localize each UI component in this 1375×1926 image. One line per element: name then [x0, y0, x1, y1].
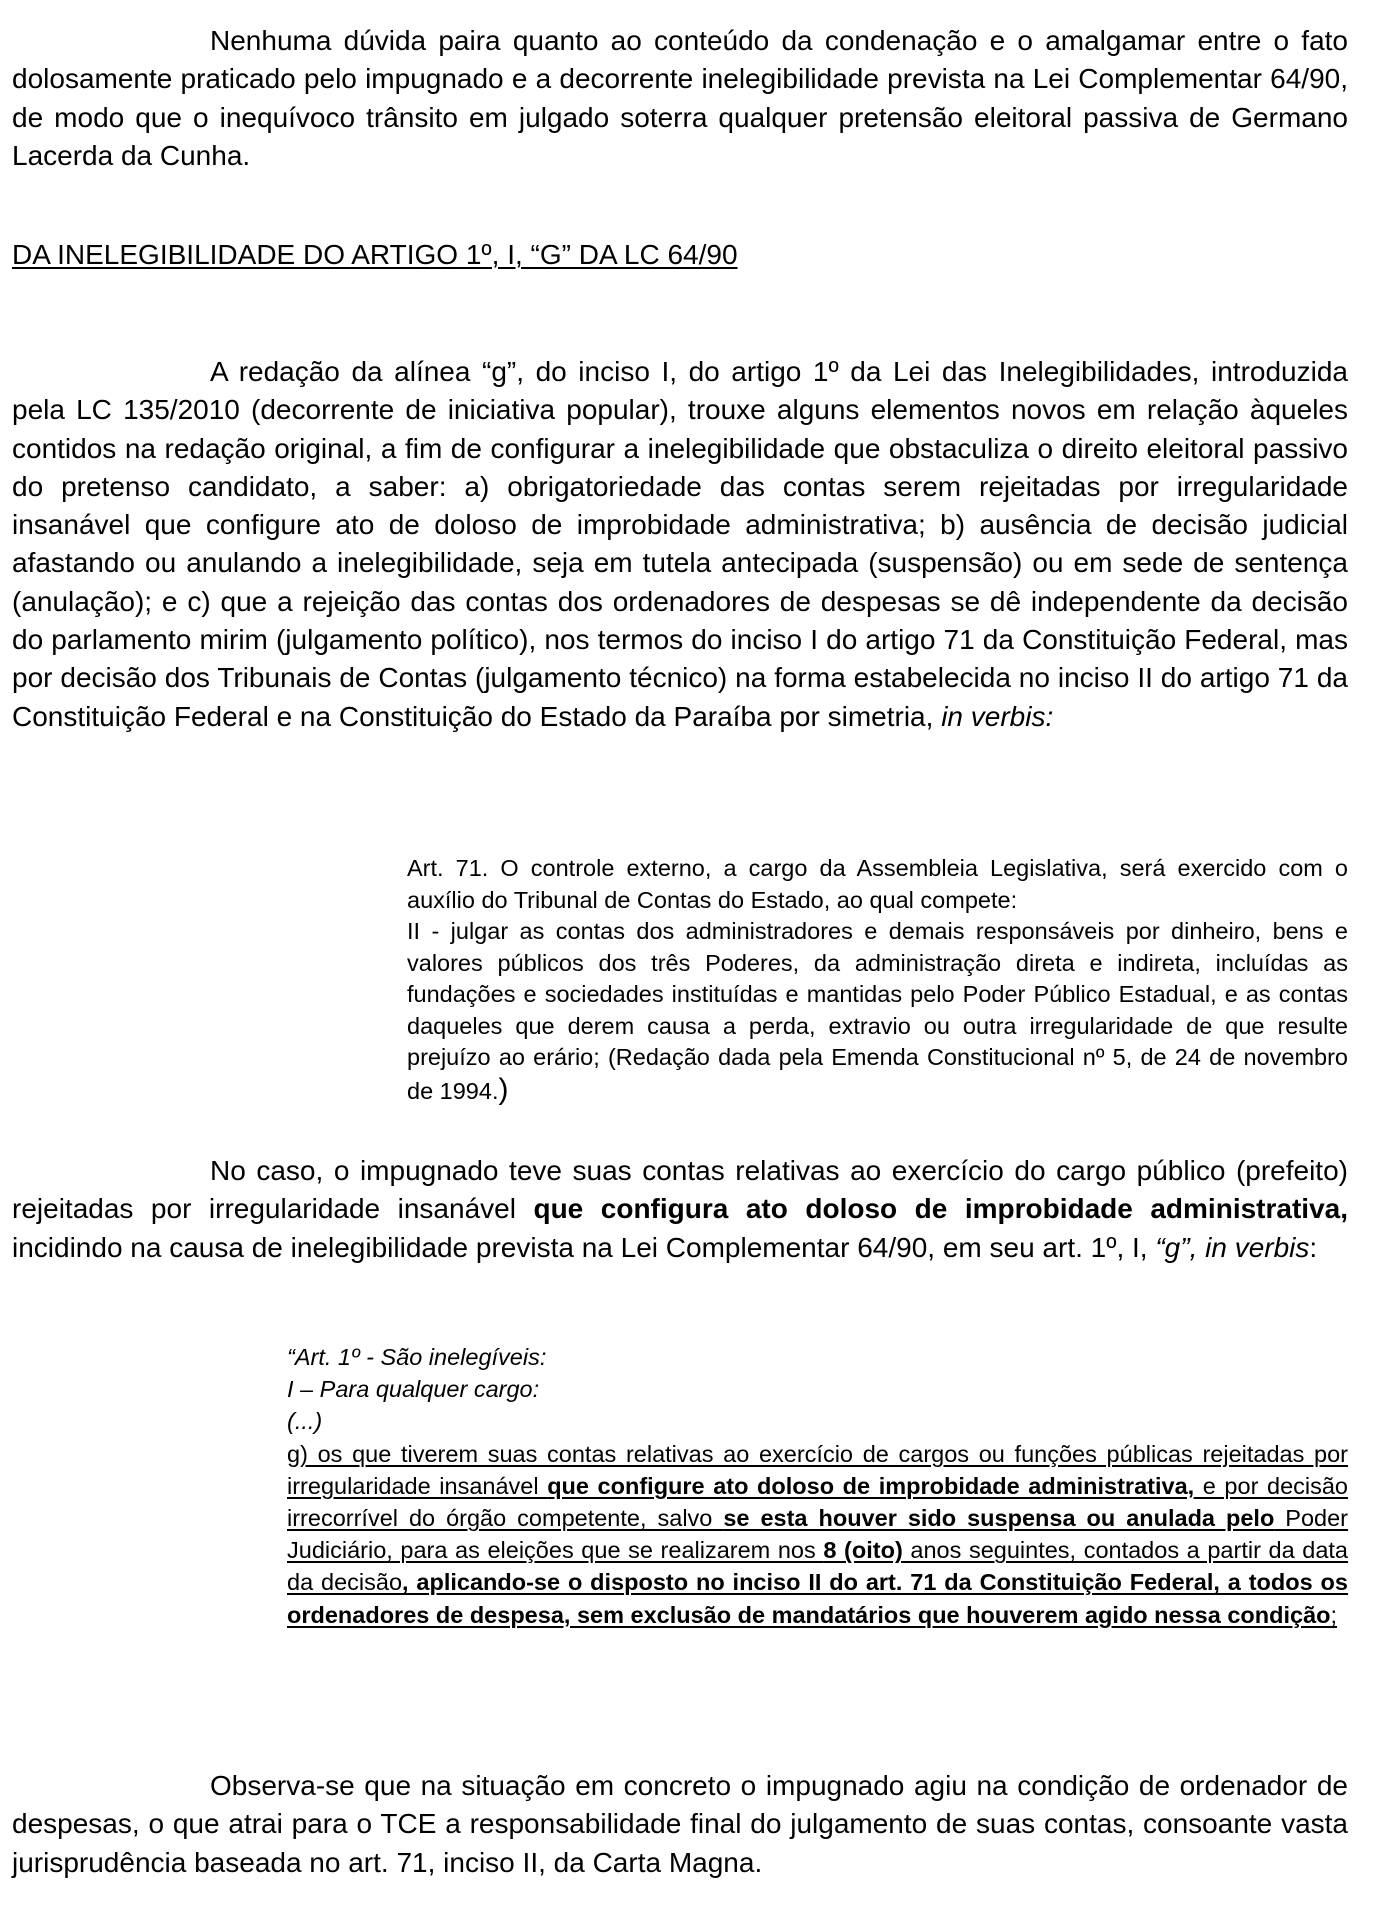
quote-inciso-text: II - julgar as contas dos administradores e demais responsáveis por dinheiro, bens e valores públicos dos três Poderes, da administração direta e indireta, incluídas as fundações e sociedades instituídas e mantidas pelo Poder Público Estadual, e as contas daqueles que derem causa a perda, extravio ou outra irregularidade de que resulte prejuízo ao erário; (Redação dada pela Emenda Constitucional nº 5, de 24 de novembro de 1994.	[407, 918, 1348, 1104]
paragraph-text: :	[1309, 1231, 1318, 1263]
quote-art-1-caput: “Art. 1º - São inelegíveis:	[287, 1344, 547, 1370]
bold-emphasis: que configura ato doloso de improbidade administrativa,	[533, 1193, 1348, 1225]
alinea-bold: que configure ato doloso de improbidade administrativa,	[547, 1472, 1195, 1499]
paragraph-no-caso	[12, 1152, 1348, 1267]
paragraph-text: A redação da alínea “g”, do inciso I, do artigo 1º da Lei das Inelegibilidades, introduzida pela LC 135/2010 (decorrente de iniciativa popular), trouxe alguns elementos novos em relação àqueles contidos na redação original, a fim de configurar a inelegibilidade que obstaculiza o direito eleitoral passivo do pretenso candidato, a saber: a) obrigatoriedade das contas serem rejeitadas por irregularidade insanável que configure ato de doloso de improbidade administrativa; b) ausência de decisão judicial afastando ou anulando a inelegibilidade, seja em tutela antecipada (suspensão) ou em sede de sentença (anulação); e c) que a rejeição das contas dos ordenadores de despesas se dê independente da decisão do parlamento mirim (julgamento político), nos termos do inciso I do artigo 71 da Constituição Federal, mas por decisão dos Tribunais de Contas (julgamento técnico) na forma estabelecida no inciso II do artigo 71 da Constituição Federal e na Constituição do Estado da Paraíba por simetria,	[12, 356, 1348, 732]
closing-paren: )	[498, 1072, 509, 1106]
quote-alinea-g	[287, 1438, 1348, 1631]
paragraph-observa-se: Observa-se que na situação em concreto o impugnado agiu na condição de ordenador de despesas, o que atrai para o TCE a responsabilidade final do julgamento de suas contas, consoante vasta jurisprudência baseada no art. 71, inciso II, da Carta Magna.	[12, 1770, 1348, 1878]
alinea-text: g) os que tiverem suas contas relativas ao exercício de cargos ou funções públicas rejeitadas por irregularidade insanável	[287, 1440, 1348, 1499]
alinea-text: anos seguintes, contados a partir da data da decisão	[287, 1537, 1349, 1596]
alinea-text: Poder Judiciário, para as eleições que se realizarem nos	[287, 1505, 1349, 1564]
quote-inciso-i: I – Para qualquer cargo:	[287, 1376, 540, 1403]
section-heading: DA INELEGIBILIDADE DO ARTIGO 1º, I, “G” DA LC 64/90	[12, 239, 738, 270]
alinea-text: e por decisão irrecorrível do órgão competente, salvo	[287, 1472, 1348, 1532]
italic-citation: “g”, in verbis	[1155, 1231, 1310, 1263]
in-verbis-label: in verbis:	[941, 700, 1054, 732]
alinea-bold: , aplicando-se o disposto no inciso II do art. 71 da Constituição Federal, a todos os ordenadores de despesa, sem exclusão de mandatários que houverem agido nessa condição	[287, 1569, 1348, 1628]
alinea-bold: se esta houver sido suspensa ou anulada pelo	[723, 1505, 1275, 1532]
paragraph-text: incidindo na causa de inelegibilidade prevista na Lei Complementar 64/90, em seu art. 1º, I,	[12, 1231, 1156, 1263]
alinea-text: ;	[1330, 1601, 1338, 1628]
paragraph-condenacao: Nenhuma dúvida paira quanto ao conteúdo da condenação e o amalgamar entre o fato dolosamente praticado pelo impugnado e a decorrente inelegibilidade prevista na Lei Complementar 64/90, de modo que o inequívoco trânsito em julgado soterra qualquer pretensão eleitoral passiva de Germano Lacerda da Cunha.	[12, 25, 1348, 171]
quote-art-1	[287, 1341, 1348, 1631]
quote-art-71-inciso-ii	[407, 916, 1348, 1107]
alinea-bold: 8 (oito)	[823, 1537, 903, 1564]
quote-art-71	[407, 853, 1348, 1107]
quote-ellipsis: (...)	[287, 1408, 323, 1435]
quote-art-71-caput: Art. 71. O controle externo, a cargo da Assembleia Legislativa, será exercido com o auxílio do Tribunal de Contas do Estado, ao qual compete:	[407, 855, 1348, 913]
paragraph-redacao-alinea-g	[12, 353, 1348, 736]
paragraph-text: No caso, o impugnado teve suas contas relativas ao exercício do cargo público (prefeito) rejeitadas por irregularidade insanável	[12, 1155, 1348, 1225]
